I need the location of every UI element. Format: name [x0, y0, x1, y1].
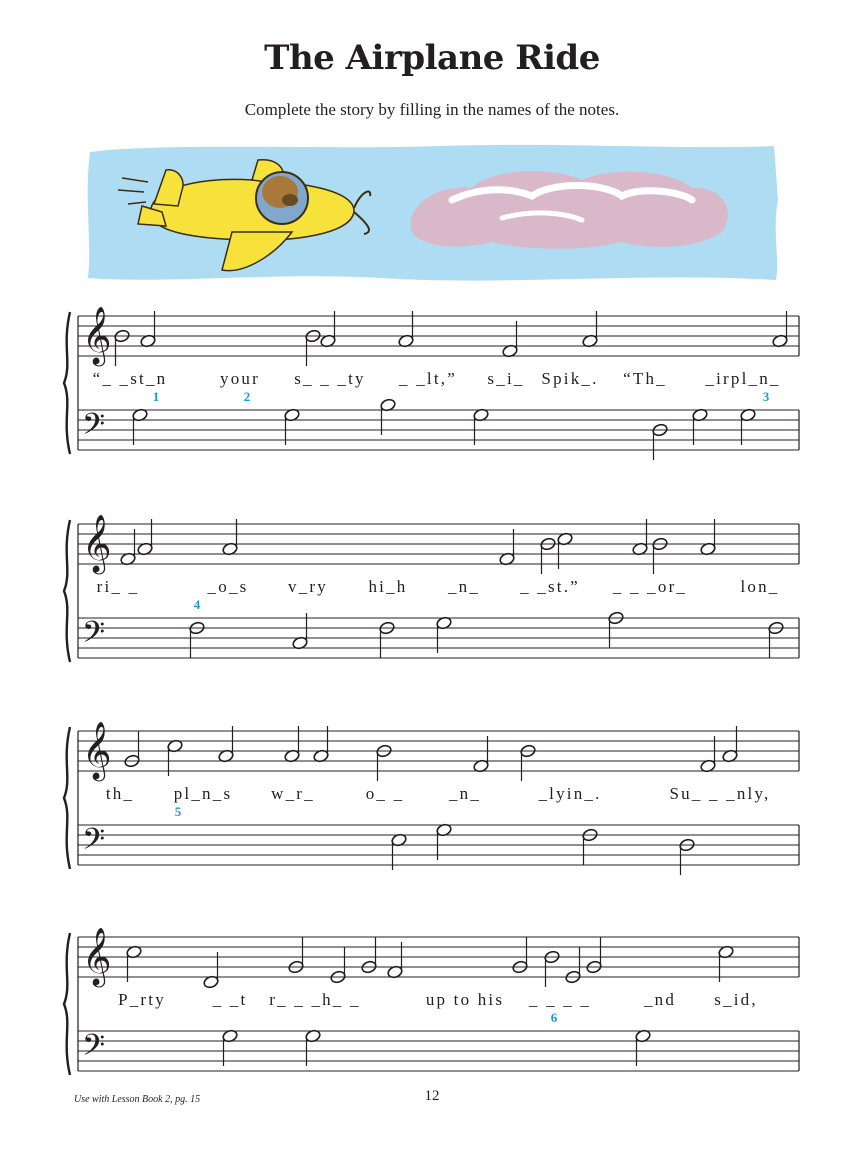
bass-note [380, 398, 397, 435]
bass-note [284, 408, 301, 445]
lyrics-line [60, 784, 805, 819]
treble-note [218, 726, 235, 763]
bass-note [132, 408, 149, 445]
lyric-word: “_ _st_n [92, 369, 168, 388]
treble-note [330, 947, 347, 984]
treble-note [722, 726, 739, 763]
lyric-word: _ _st.” [520, 577, 580, 596]
lyric-word: _n_ [448, 784, 482, 803]
treble-note [499, 529, 516, 566]
treble-note [772, 311, 789, 348]
treble-note [700, 736, 717, 773]
bass-clef-icon: 𝄢 [82, 823, 106, 864]
lyric-word: r_ _ _h_ _ [269, 990, 361, 1009]
bass-clef-icon: 𝄢 [82, 408, 106, 449]
treble-note [700, 519, 717, 556]
music-system-2 [60, 514, 805, 674]
bass-note [379, 621, 396, 658]
treble-note [398, 311, 415, 348]
music-system-4 [60, 927, 805, 1087]
music-system-3 [60, 721, 805, 881]
blank-number: 1 [152, 389, 160, 404]
treble-note [288, 937, 305, 974]
treble-note [586, 937, 603, 974]
lyric-word: s_i_ [487, 369, 525, 388]
airplane-illustration [82, 140, 782, 286]
page-number: 12 [424, 1088, 440, 1104]
lyric-word: o_ _ [365, 784, 405, 803]
lyric-word: _irpl_n_ [705, 369, 781, 388]
treble-note [137, 519, 154, 556]
lyric-word: ri_ _ [96, 577, 140, 596]
treble-note [520, 744, 537, 781]
lyric-word: _ _ _or_ [612, 577, 688, 596]
treble-note [305, 329, 322, 366]
lyric-word: Su_ _ _nly, [669, 784, 771, 803]
bass-note [222, 1029, 239, 1066]
bass-note [305, 1029, 322, 1066]
bass-note [189, 621, 206, 658]
bass-note [679, 838, 696, 875]
treble-note [114, 329, 131, 366]
bass-note [292, 613, 309, 650]
treble-note [652, 537, 669, 574]
treble-note [502, 321, 519, 358]
treble-note [540, 537, 557, 574]
treble-note [167, 739, 184, 776]
bass-note [768, 621, 785, 658]
lyric-word: P_rty [118, 990, 166, 1009]
bass-note [608, 611, 625, 648]
lyrics-line [60, 990, 805, 1025]
lyric-word: _lyin_. [538, 784, 602, 803]
music-system-1 [60, 306, 805, 466]
bass-note [582, 828, 599, 865]
lyric-word: _o_s [207, 577, 249, 596]
lyric-word: hi_h [368, 577, 408, 596]
treble-note [124, 731, 141, 768]
treble-note [632, 519, 649, 556]
lyric-word: w_r_ [271, 784, 315, 803]
bass-note [635, 1029, 652, 1066]
treble-note [473, 736, 490, 773]
bass-clef-icon: 𝄢 [82, 1029, 106, 1070]
lyric-word: _nd [643, 990, 677, 1009]
instructions: Complete the story by filling in the names of the notes. [244, 100, 620, 119]
lyric-word: “Th_ [623, 369, 667, 388]
bass-clef-icon: 𝄢 [82, 616, 106, 657]
treble-note [565, 947, 582, 984]
treble-note [284, 726, 301, 763]
treble-note [387, 942, 404, 979]
treble-clef-icon: 𝄞 [82, 927, 112, 985]
treble-clef-icon: 𝄞 [82, 514, 112, 572]
lyric-word: pl_n_s [173, 784, 233, 803]
treble-note [557, 532, 574, 569]
treble-note [120, 529, 137, 566]
bass-note [740, 408, 757, 445]
blank-number: 3 [762, 389, 770, 404]
lyric-word: s_ _ _ty [294, 369, 366, 388]
lyric-word: lon_ [740, 577, 780, 596]
treble-clef-icon: 𝄞 [82, 721, 112, 779]
page-title: The Airplane Ride [264, 38, 600, 78]
bass-note [473, 408, 490, 445]
bass-note [436, 616, 453, 653]
bass-note [692, 408, 709, 445]
lyric-word: s_id, [714, 990, 758, 1009]
treble-note [222, 519, 239, 556]
blank-number: 4 [193, 597, 201, 612]
treble-note [718, 945, 735, 982]
bass-note [652, 423, 669, 460]
treble-note [140, 311, 157, 348]
treble-clef-icon: 𝄞 [82, 306, 112, 364]
treble-note [544, 950, 561, 987]
treble-note [203, 952, 220, 989]
treble-note [313, 726, 330, 763]
treble-note [361, 937, 378, 974]
blank-number: 6 [550, 1010, 558, 1025]
lyric-word: th_ [105, 784, 135, 803]
treble-note [126, 945, 143, 982]
lyric-word: v_ry [288, 577, 328, 596]
lyric-word: _ _t [212, 990, 248, 1009]
treble-note [512, 937, 529, 974]
lyrics-line [60, 577, 805, 612]
treble-note [320, 311, 337, 348]
bass-note [391, 833, 408, 870]
lyric-word: _n_ [447, 577, 481, 596]
treble-note [582, 311, 599, 348]
lyric-word: _ _lt,” [399, 369, 457, 388]
footer-note: Use with Lesson Book 2, pg. 15 [74, 1094, 201, 1105]
lyric-word: up to his [425, 990, 505, 1009]
bass-note [436, 823, 453, 860]
blank-number: 5 [174, 804, 182, 819]
blank-number: 2 [243, 389, 251, 404]
lyric-word: _ _ _ _ [528, 990, 592, 1009]
treble-note [376, 744, 393, 781]
lyric-word: your [220, 369, 260, 388]
lyrics-line [60, 369, 805, 404]
lyric-word: Spik_. [541, 369, 599, 388]
